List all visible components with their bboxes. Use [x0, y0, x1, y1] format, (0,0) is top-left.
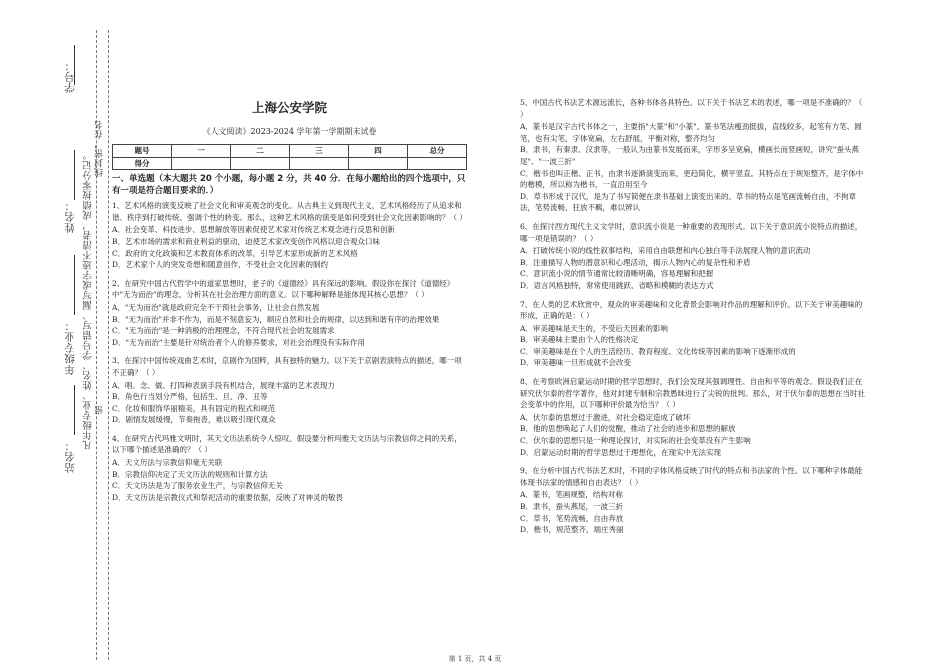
question-stem: 1、艺术风格的演变反映了社会文化和审美观念的变化。从古典主义到现代主义，艺术风格经历了从追求和谐、秩序到打破传统、强调个性的转变。那么，这种艺术风格的演变是如何受到社会文化因素影响的？（ ） — [112, 201, 467, 222]
score-header-cell: 三 — [290, 145, 349, 158]
question-option: B．隶书，蚕头燕尾，一波三折 — [520, 502, 624, 511]
score-header-cell: 一 — [172, 145, 231, 158]
score-header-cell: 题号 — [113, 145, 172, 158]
question-option: B．"无为而治"并非不作为，而是不刻意妄为，顺应自然和社会的规律，以达到和谐有序的治理效果 — [112, 314, 440, 324]
question-option: A．唱、念、做、打四种表演手段有机结合，展现丰富的艺术表现力 — [112, 380, 335, 390]
question-option: D．草书形成于汉代，是为了书写简便在隶书基础上演变出来的。草书的特点是笔画流畅自由，不拘章法，笔势流畅，狂放不羁，难以辨认 — [520, 191, 857, 213]
question-option: A．"无为而治"就是政府完全不干预社会事务，让社会自然发展 — [112, 302, 320, 312]
school-title: 上海公安学院 — [251, 100, 327, 115]
class-label: 年级专业： — [64, 320, 76, 375]
score-cell[interactable] — [290, 157, 349, 170]
seal-line-dashed-inner — [108, 30, 109, 660]
question-stem: 9、在分析中国古代书法艺术时，不同的字体风格反映了时代的特点和书法家的个性。以下哪种字体最能体现书法家的情感和自由表达？（ ） — [520, 466, 863, 487]
class-line — [74, 255, 75, 315]
exam-subtitle: 《人文阅读》2023-2024 学年第一学期期末试卷 — [202, 127, 377, 136]
question-option: D．语言风格独特，常常使用跳跃、省略和模糊的表达方式 — [520, 280, 714, 290]
name-label: 姓名： — [64, 200, 76, 233]
question-stem: 5、中国古代书法艺术源远流长，各种书体各具特色。以下关于书法艺术的表述，哪一项是不准确的？（ ） — [520, 98, 863, 119]
question-option: D．楷书，规范整齐，端庄秀丽 — [520, 525, 624, 535]
score-cell[interactable] — [231, 157, 290, 170]
question-option: B．注重描写人物的潜意识和心理活动，揭示人物内心的复杂性和矛盾 — [520, 257, 751, 267]
question — [520, 465, 865, 536]
question-option: C．楷书也叫正楷、正书，由隶书逐渐演变而来，更趋简化，横平竖直。其特点在于规矩整齐，是字体中的楷模，所以称为楷书，一直沿用至今 — [520, 168, 864, 190]
question-option: B．艺术市场的需求和商业利益的驱动，迫使艺术家改变创作风格以迎合观众口味 — [112, 236, 381, 246]
question-option: C．审美趣味是在个人的生活经历、教育程度、文化传统等因素的影响下逐渐形成的 — [520, 346, 796, 356]
question-stem: 4、在研究古代玛雅文明时，其天文历法系统令人惊叹。假设要分析玛雅天文历法与宗教信仰之间的关系，以下哪个描述是准确的？（ ） — [112, 433, 462, 455]
binding-notice-bottom: 密 — [95, 405, 105, 415]
question-option: A．打破传统小说的线性叙事结构，采用自由联想和内心独白等手法展现人物的意识流动 — [520, 246, 811, 256]
question-option: A．社会变革、科技进步、思想解放等因素促使艺术家对传统艺术观念进行反思和创新 — [112, 225, 395, 235]
question-option: B．隶书，有秦隶、汉隶等，一般认为由篆书发展而来，字形多呈宽扁，横画长而竖画短，讲究"蚕头燕尾"、"一波三折" — [520, 145, 859, 166]
question-option: D．审美趣味一旦形成就不会改变 — [520, 358, 632, 368]
question-option: D．剧情发展缓慢，节奏拖沓，难以吸引现代观众 — [112, 415, 276, 425]
question-option: A．篆书是汉字古代书体之一，主要指"大篆"和"小篆"。篆书笔法瘦劲挺拔，直线较多，起笔有方笔、圆笔，也有尖笔，字体宽扁，左右舒展，平衡对称，整齐均匀 — [520, 122, 862, 143]
question-stem: 6、在探讨西方现代主义文学时，意识流小说是一种重要的表现形式。以下关于意识流小说特点的描述，哪一项是错误的？（ ） — [520, 221, 863, 243]
left-column — [112, 100, 467, 510]
name-line — [74, 150, 75, 200]
question-stem: 2、在研究中国古代哲学中的道家思想时，老子的《道德经》具有深远的影响。假设你在探讨《道德经》中"无为而治"的理念，分析其在社会治理方面的意义。以下哪种解释是能体现其核心思想？（ ） — [112, 278, 455, 300]
question — [520, 97, 865, 214]
question-option: A．审美趣味是天生的，不受后天因素的影响 — [520, 323, 668, 333]
question-option: C．天文历法是为了服务农业生产，与宗教信仰无关 — [112, 481, 283, 491]
score-row-label: 得分 — [113, 157, 172, 170]
question-option: C．"无为而治"是一种消极的治理理念，不符合现代社会的发展需求 — [112, 326, 335, 336]
section-heading: 一、单选题（本大题共 20 个小题，每小题 2 分，共 40 分．在每小题给出的四个选项中，只有一项是符合题目要求的．） — [112, 174, 466, 197]
score-cell[interactable] — [408, 157, 467, 170]
right-column — [520, 97, 865, 543]
student-id-label: 学号： — [64, 60, 76, 93]
binding-notice-top: 线封密，在名 — [95, 120, 105, 177]
question-option: C．伏尔泰的思想只是一种理论探讨，对实际的社会变革没有产生影响 — [520, 436, 751, 446]
question-option: D．启蒙运动时期的哲学思想过于理想化，在现实中无法实现 — [520, 447, 722, 457]
score-table — [112, 144, 467, 170]
question-option: C．意识流小说的情节通常比较清晰明确，容易理解和把握 — [520, 269, 714, 279]
question-option: A．篆书，笔画规整，结构对称 — [520, 490, 623, 500]
binding-margin — [0, 0, 110, 672]
question — [112, 278, 467, 349]
question-stem: 8、在考察欧洲启蒙运动时期的哲学思想时，我们会发现其强调理性、自由和平等的观念。假设我们正在研究伏尔泰的哲学著作，他对封建专制和宗教愚昧进行了尖锐的批判。那么，对于伏尔泰的思想在当时社会变革中的作用，以下哪种评价最为恰当？（ ） — [520, 377, 865, 410]
question-option: A．天文历法与宗教信仰毫无关联 — [112, 458, 223, 468]
binding-notice: 凡年级专业、姓名、学号错写、漏写或字迹不清者，成绩按零分记。 — [83, 150, 94, 450]
question — [520, 221, 865, 292]
page-footer: 第 1 页，共 4 页 — [448, 655, 502, 663]
student-id-line — [74, 45, 75, 85]
question — [112, 433, 467, 504]
question-option: D．"无为而治"主要是针对统治者个人的修养要求，对社会治理没有实际作用 — [112, 337, 365, 347]
question-option: B．他的思想唤起了人们的觉醒，推动了社会的进步和思想的解放 — [520, 424, 736, 434]
score-table-header-row — [113, 145, 467, 158]
score-header-cell: 总分 — [408, 145, 467, 158]
score-cell[interactable] — [172, 157, 231, 170]
question-stem: 7、在人类的艺术欣赏中，观众的审美趣味和文化背景会影响对作品的理解和评价。以下关于审美趣味的形成，正确的是：（ ） — [520, 299, 863, 321]
question — [520, 376, 865, 458]
question-option: C．政府的文化政策和艺术教育体系的改革，引导艺术家形成新的艺术风格 — [112, 248, 358, 258]
question-option: B．角色行当划分严格，包括生、旦、净、丑等 — [112, 392, 268, 402]
question — [112, 355, 467, 426]
question — [112, 200, 467, 271]
question-option: C．草书，笔势流畅，自由奔放 — [520, 513, 624, 523]
site-label: 站名： — [64, 440, 76, 473]
question — [520, 299, 865, 370]
site-line — [74, 385, 75, 435]
question-option: C．化妆和服饰华丽精美，具有固定的程式和规范 — [112, 403, 276, 413]
question-option: A．伏尔泰的思想过于激进，对社会稳定造成了破坏 — [520, 412, 691, 422]
score-header-cell: 二 — [231, 145, 290, 158]
question-stem: 3、在探讨中国传统戏曲艺术时，京剧作为国粹，具有独特的魅力。以下关于京剧表演特点的描述，哪一项不正确？（ ） — [112, 356, 462, 377]
score-cell[interactable] — [349, 157, 408, 170]
question-option: D．天文历法是宗教仪式和祭祀活动的重要依据，反映了对神灵的敬畏 — [112, 492, 344, 502]
score-table-score-row — [113, 157, 467, 170]
question-option: B．宗教信仰决定了天文历法的规则和计算方法 — [112, 469, 268, 479]
question-option: B．审美趣味主要由个人的性格决定 — [520, 335, 639, 345]
question-option: D．艺术家个人的突发奇想和随意创作，不受社会文化因素的制约 — [112, 260, 329, 270]
score-header-cell: 四 — [349, 145, 408, 158]
